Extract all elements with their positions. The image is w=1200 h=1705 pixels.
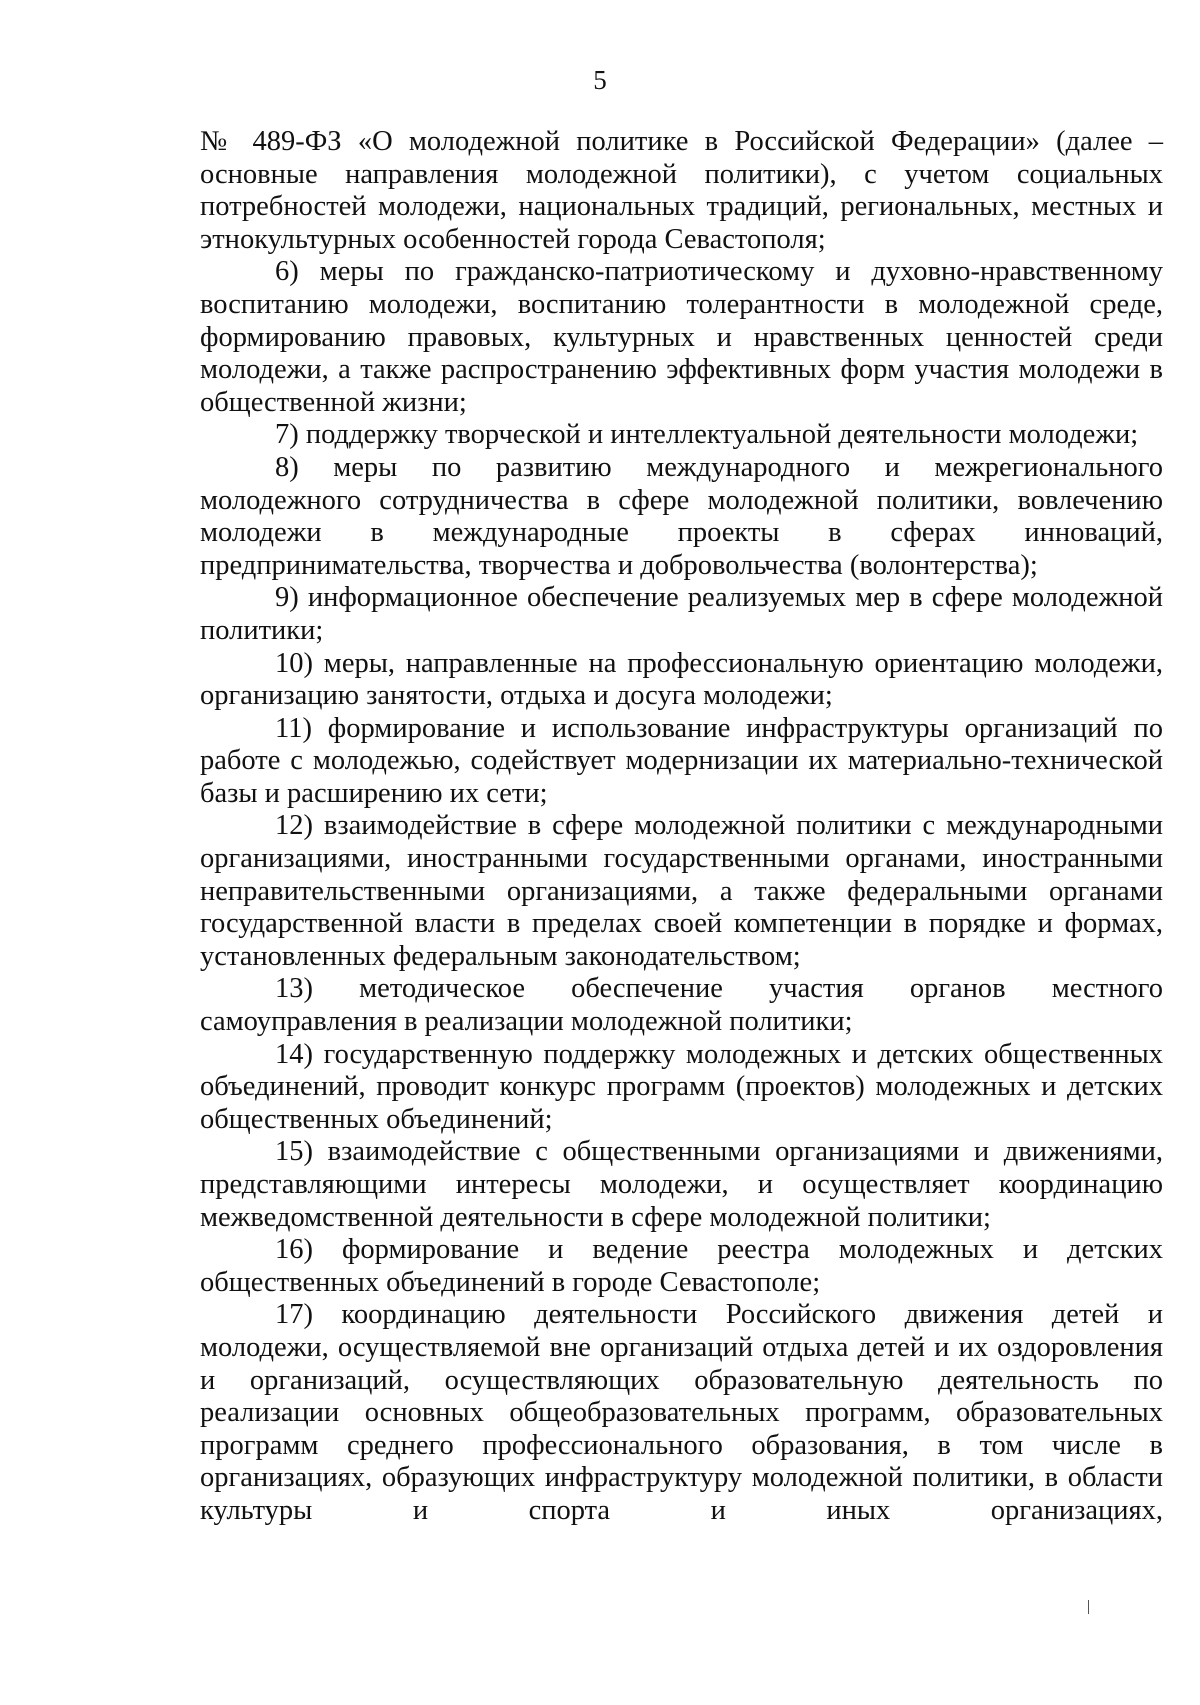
paragraph-item-16: 16) формирование и ведение реестра молодежных и детских общественных объединений в городе Севастополе; <box>200 1234 1163 1298</box>
paragraph-item-11: 11) формирование и использование инфраструктуры организаций по работе с молодежью, содействует модернизации их материально-технической базы и расширению их сети; <box>200 712 1163 809</box>
paragraph-item-12: 12) взаимодействие в сфере молодежной политики с международными организациями, иностранными государственными органами, иностранными неправительственными организациями, а также федеральными органами государственной власти в пределах своей компетенции в порядке и формах, установленных федеральным законодательством; <box>200 810 1163 972</box>
paragraph-item-9: 9) информационное обеспечение реализуемых мер в сфере молодежной политики; <box>200 582 1163 646</box>
document-body <box>200 126 1163 1528</box>
paragraph-item-8: 8) меры по развитию международного и межрегионального молодежного сотрудничества в сфере молодежной политики, вовлечению молодежи в международные проекты в сферах инноваций, предпринимательства, творчества и добровольчества (волонтерства); <box>200 451 1163 581</box>
paragraph-intro: № 489-ФЗ «О молодежной политике в Российской Федерации» (далее – основные направления молодежной политики), с учетом социальных потребностей молодежи, национальных традиций, региональных, местных и этнокультурных особенностей города Севастополя; <box>200 126 1163 255</box>
paragraph-item-15: 15) взаимодействие с общественными организациями и движениями, представляющими интересы молодежи, и осуществляет координацию межведомственной деятельности в сфере молодежной политики; <box>200 1136 1163 1233</box>
page-number: 5 <box>593 65 607 95</box>
scan-mark <box>1088 1600 1089 1614</box>
paragraph-item-7: 7) поддержку творческой и интеллектуальной деятельности молодежи; <box>275 419 1139 451</box>
paragraph-item-17: 17) координацию деятельности Российского движения детей и молодежи, осуществляемой вне организаций отдыха детей и их оздоровления и организаций, осуществляющих образовательную деятельность по реализации основных общеобразовательных программ, образовательных программ среднего профессионального образования, в том числе в организациях, образующих инфраструктуру молодежной политики, в области культуры и спорта и иных организациях, <box>200 1299 1163 1526</box>
paragraph-item-6: 6) меры по гражданско-патриотическому и духовно-нравственному воспитанию молодежи, воспитанию толерантности в молодежной среде, формированию правовых, культурных и нравственных ценностей среди молодежи, а также распространению эффективных форм участия молодежи в общественной жизни; <box>200 256 1163 418</box>
paragraph-item-13: 13) методическое обеспечение участия органов местного самоуправления в реализации молодежной политики; <box>200 973 1163 1038</box>
paragraph-item-10: 10) меры, направленные на профессиональную ориентацию молодежи, организацию занятости, отдыха и досуга молодежи; <box>200 647 1163 712</box>
paragraph-item-14: 14) государственную поддержку молодежных и детских общественных объединений, проводит конкурс программ (проектов) молодежных и детских общественных объединений; <box>200 1038 1163 1135</box>
